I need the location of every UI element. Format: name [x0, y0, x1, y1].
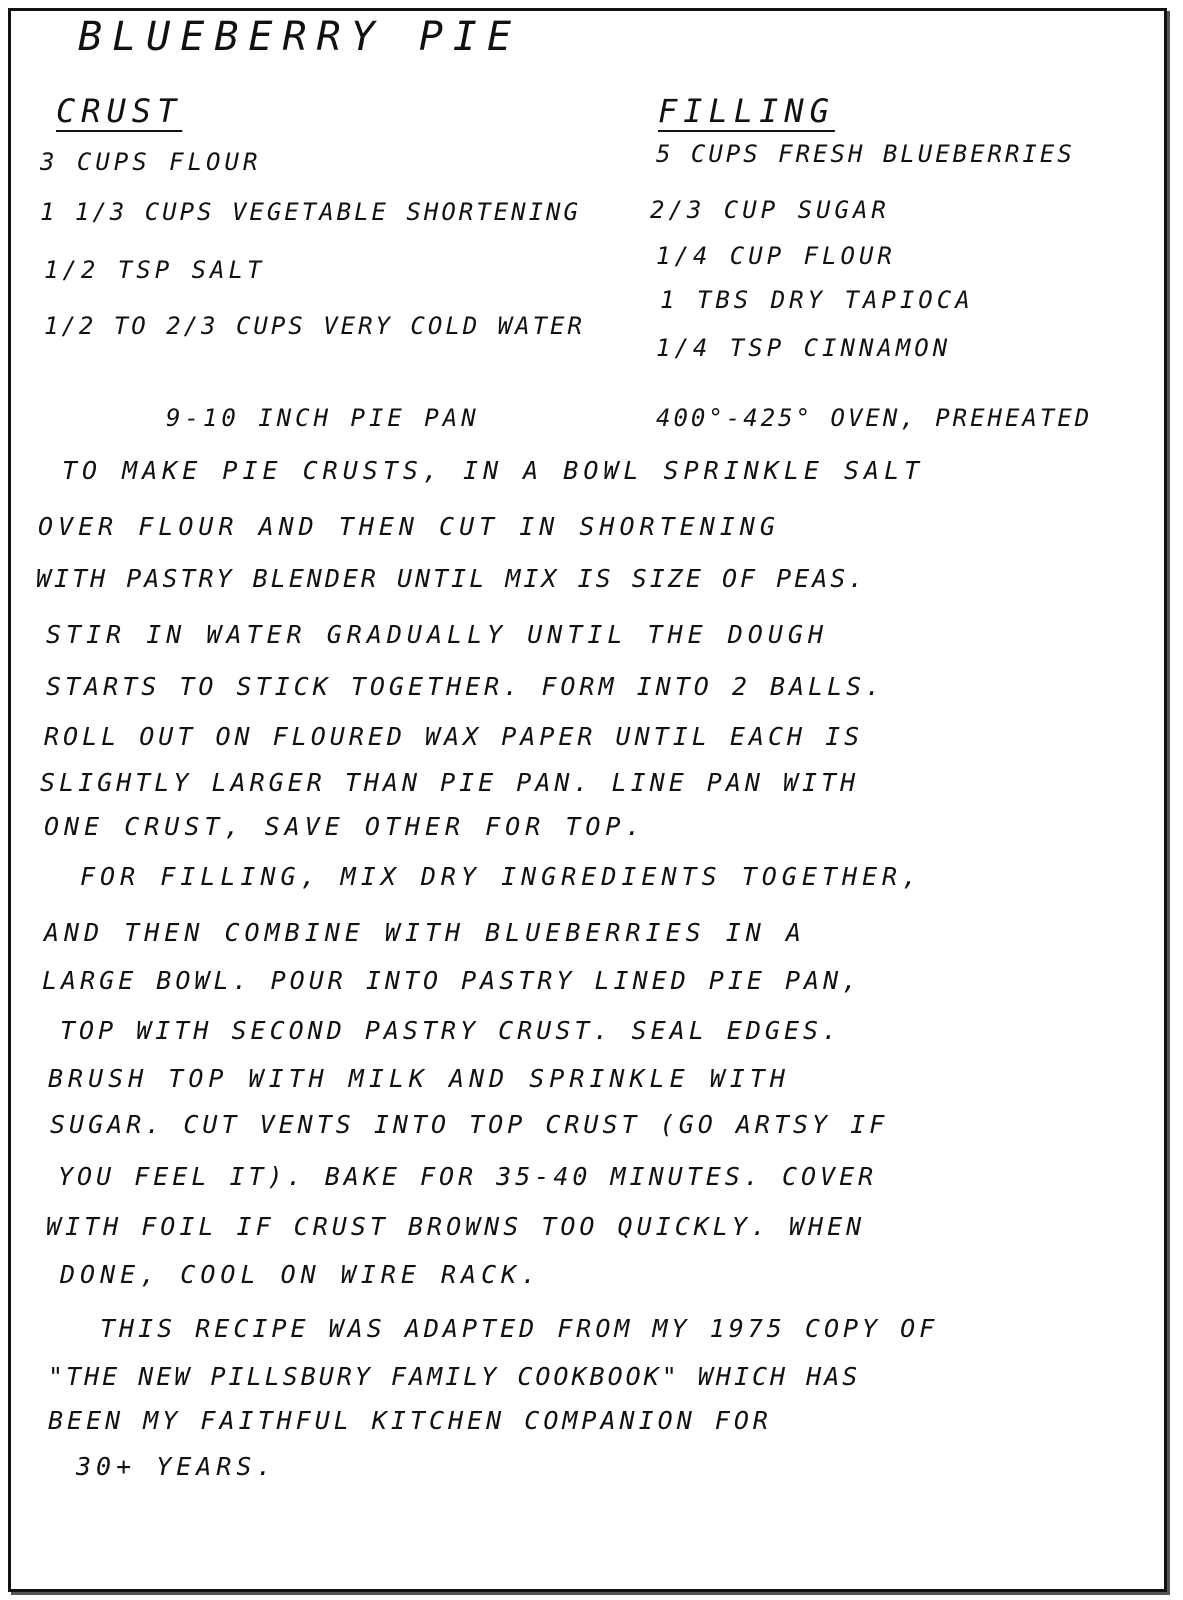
- note-line: THIS RECIPE WAS ADAPTED FROM MY 1975 COPY OF: [100, 1314, 939, 1343]
- filling-ingredient: 1/4 TSP CINNAMON: [656, 334, 952, 362]
- pan-size: 9-10 INCH PIE PAN: [166, 404, 480, 432]
- oven-temperature: 400°-425° OVEN, PREHEATED: [656, 404, 1093, 432]
- instruction-line: ROLL OUT ON FLOURED WAX PAPER UNTIL EACH IS: [44, 722, 864, 751]
- instruction-line: SLIGHTLY LARGER THAN PIE PAN. LINE PAN WITH: [40, 768, 860, 797]
- filling-ingredient: 5 CUPS FRESH BLUEBERRIES: [656, 140, 1075, 168]
- instruction-line: FOR FILLING, MIX DRY INGREDIENTS TOGETHER,: [80, 862, 923, 891]
- instruction-line: OVER FLOUR AND THEN CUT IN SHORTENING: [38, 512, 780, 541]
- instruction-line: YOU FEEL IT). BAKE FOR 35-40 MINUTES. COVER: [58, 1162, 878, 1191]
- instruction-line: BRUSH TOP WITH MILK AND SPRINKLE WITH: [48, 1064, 790, 1093]
- instruction-line: ONE CRUST, SAVE OTHER FOR TOP.: [44, 812, 646, 841]
- instruction-line: STARTS TO STICK TOGETHER. FORM INTO 2 BALLS.: [46, 672, 885, 701]
- crust-ingredient: 1/2 TSP SALT: [44, 256, 266, 284]
- recipe-title: BLUEBERRY PIE: [78, 14, 522, 60]
- filling-ingredient: 1/4 CUP FLOUR: [656, 242, 896, 270]
- instruction-line: STIR IN WATER GRADUALLY UNTIL THE DOUGH: [46, 620, 828, 649]
- page-border: [8, 8, 1167, 1592]
- filling-ingredient: 1 TBS DRY TAPIOCA: [660, 286, 974, 314]
- filling-ingredient: 2/3 CUP SUGAR: [650, 196, 890, 224]
- instruction-line: TO MAKE PIE CRUSTS, IN A BOWL SPRINKLE SALT: [62, 456, 925, 485]
- filling-heading: FILLING: [658, 92, 835, 130]
- instruction-line: LARGE BOWL. POUR INTO PASTRY LINED PIE PAN,: [42, 966, 862, 995]
- crust-ingredient: 3 CUPS FLOUR: [40, 148, 262, 176]
- note-line: BEEN MY FAITHFUL KITCHEN COMPANION FOR: [48, 1406, 772, 1435]
- crust-ingredient: 1/2 TO 2/3 CUPS VERY COLD WATER: [44, 312, 585, 340]
- instruction-line: WITH FOIL IF CRUST BROWNS TOO QUICKLY. WHEN: [46, 1212, 866, 1241]
- instruction-line: SUGAR. CUT VENTS INTO TOP CRUST (GO ARTSY IF: [50, 1110, 889, 1139]
- note-line: "THE NEW PILLSBURY FAMILY COOKBOOK" WHICH HAS: [48, 1362, 861, 1391]
- crust-ingredient: 1 1/3 CUPS VEGETABLE SHORTENING: [40, 198, 581, 226]
- instruction-line: TOP WITH SECOND PASTRY CRUST. SEAL EDGES.: [60, 1016, 842, 1045]
- instruction-line: WITH PASTRY BLENDER UNTIL MIX IS SIZE OF PEAS.: [36, 564, 867, 593]
- instruction-line: DONE, COOL ON WIRE RACK.: [60, 1260, 542, 1289]
- crust-heading: CRUST: [56, 92, 183, 130]
- note-line: 30+ YEARS.: [76, 1452, 277, 1481]
- instruction-line: AND THEN COMBINE WITH BLUEBERRIES IN A: [44, 918, 806, 947]
